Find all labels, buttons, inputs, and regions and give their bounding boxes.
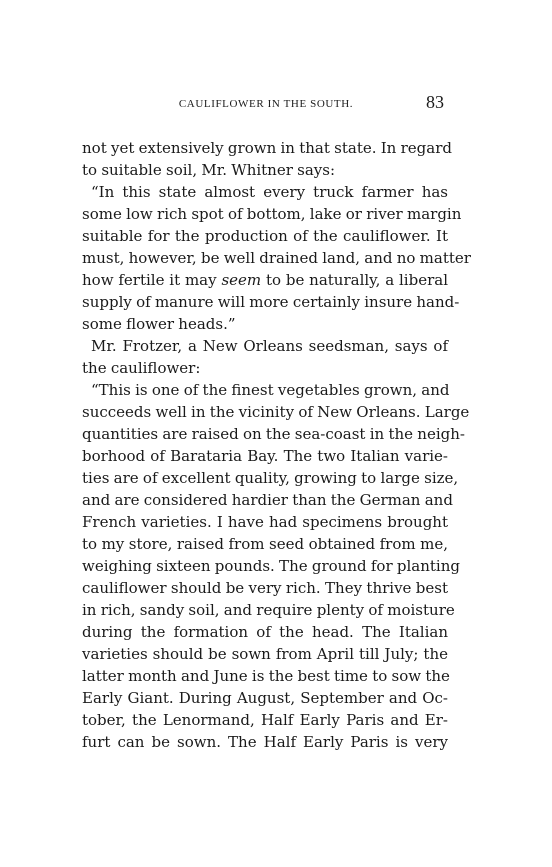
text-line-with-emphasis [82, 269, 448, 291]
text-line: supply of manure will more certainly insure hand- [82, 293, 460, 311]
text-line: borhood of Barataria Bay. The two Italian varie- [82, 447, 448, 465]
text-line: Mr. Frotzer, a New Orleans seedsman, says of [91, 337, 448, 355]
page-number: 83 [426, 92, 444, 112]
text-fragment: to be naturally, a liberal [265, 271, 448, 289]
running-header [80, 92, 452, 118]
text-line: “In this state almost every truck farmer has [91, 183, 448, 201]
text-line: to my store, raised from seed obtained from me, [82, 535, 448, 553]
text-line: and are considered hardier than the German and [82, 491, 453, 509]
text-line: latter month and June is the best time to sow the [82, 667, 450, 685]
text-line: Early Giant. During August, September and Oc- [82, 689, 448, 707]
text-line: cauliflower should be very rich. They thrive best [82, 579, 448, 597]
text-line: weighing sixteen pounds. The ground for planting [82, 557, 460, 575]
text-line: to suitable soil, Mr. Whitner says: [82, 161, 336, 179]
text-line: in rich, sandy soil, and require plenty of moisture [82, 601, 455, 619]
text-line: must, however, be well drained land, and no matter [82, 249, 471, 267]
text-line: not yet extensively grown in that state. In regard [82, 139, 452, 157]
emphasized-word: seem [221, 271, 262, 289]
running-title: CAULIFLOWER IN THE SOUTH. [178, 98, 354, 110]
text-line: the cauliflower: [82, 359, 201, 377]
text-line: succeeds well in the vicinity of New Orleans. Large [82, 403, 470, 421]
text-line: quantities are raised on the sea-coast in the neigh- [82, 425, 465, 443]
text-line: “This is one of the finest vegetables grown, and [91, 381, 450, 399]
text-line: tober, the Lenormand, Half Early Paris and Er- [82, 711, 448, 729]
body-text [82, 137, 471, 753]
text-line: ties are of excellent quality, growing to large size, [82, 469, 459, 487]
text-line: French varieties. I have had specimens brought [82, 513, 448, 531]
text-line: some low rich spot of bottom, lake or river margin [82, 205, 462, 223]
text-line: during the formation of the head. The Italian [82, 623, 448, 641]
text-line: furt can be sown. The Half Early Paris is very [82, 733, 448, 751]
text-line: some flower heads.” [82, 315, 236, 333]
text-line: varieties should be sown from April till July; the [82, 645, 448, 663]
text-line: suitable for the production of the cauliflower. It [82, 227, 448, 245]
text-fragment: how fertile it may [82, 271, 217, 289]
